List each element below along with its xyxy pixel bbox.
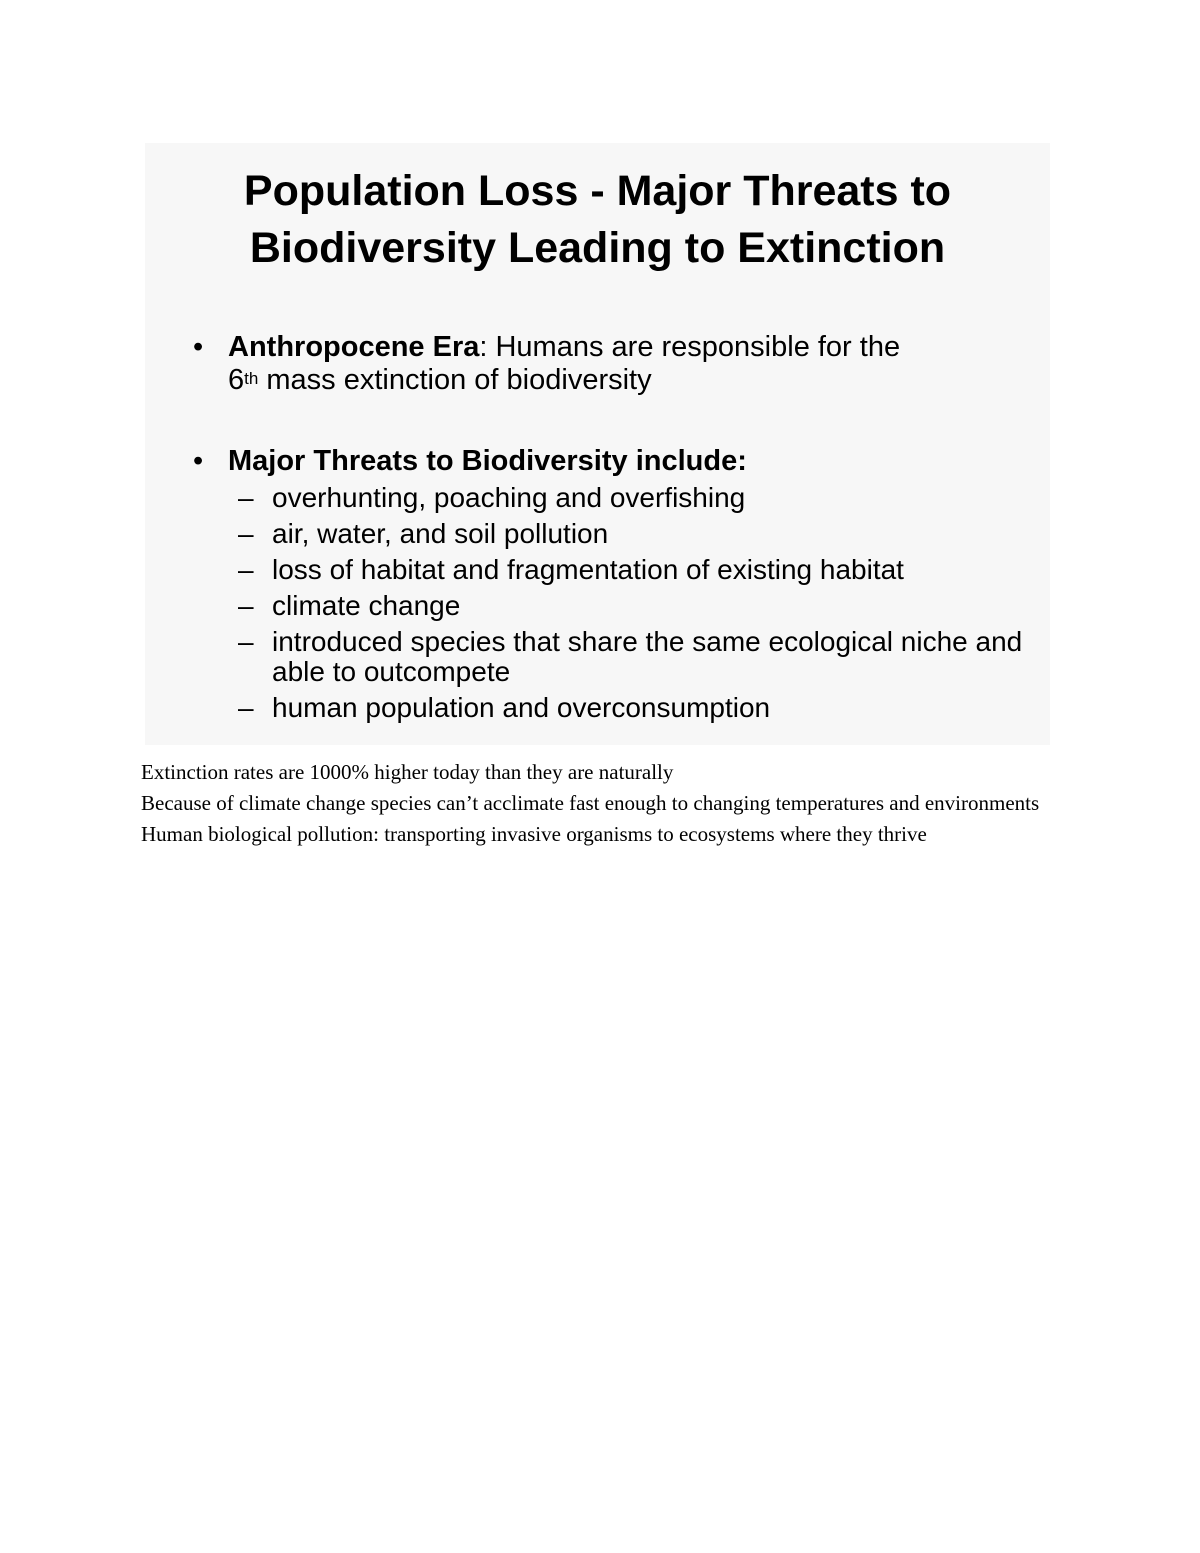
threat-text: introduced species that share the same ecological niche and able to outcompete	[272, 626, 1023, 687]
bullet-dot: •	[193, 445, 204, 477]
dash-marker: –	[238, 482, 254, 513]
ordinal-superscript: th	[244, 369, 259, 388]
list-item	[145, 519, 1050, 549]
bullet-major-threats-text	[228, 445, 1043, 478]
dash-marker: –	[238, 554, 254, 585]
note-paragraph: Extinction rates are 1000% higher today than they are naturally	[141, 760, 674, 784]
notes-body	[141, 757, 1041, 850]
threat-text: human population and overconsumption	[272, 692, 771, 723]
note-paragraph: Because of climate change species can’t acclimate fast enough to changing temperatures and environments	[141, 791, 1040, 815]
bullet-anthropocene-text	[228, 331, 1043, 397]
note-paragraph: Human biological pollution: transporting invasive organisms to ecosystems where they thrive	[141, 822, 927, 846]
dash-marker: –	[238, 518, 254, 549]
dash-marker: –	[238, 590, 254, 621]
bullet-major-threats-heading: Major Threats to Biodiversity include:	[228, 445, 747, 477]
ordinal-number: 6	[228, 364, 245, 396]
list-item	[145, 693, 1050, 723]
list-item	[145, 627, 1050, 687]
bullet-anthropocene-definition: : Humans are responsible for the	[479, 331, 901, 363]
bullet-dot: •	[193, 331, 204, 363]
list-item	[145, 591, 1050, 621]
list-item	[145, 483, 1050, 513]
threat-text: climate change	[272, 590, 461, 621]
bullet-anthropocene-line-2: mass extinction of biodiversity	[258, 364, 652, 396]
bullet-anthropocene-term: Anthropocene Era	[228, 331, 480, 363]
threats-list	[145, 483, 1050, 729]
dash-marker: –	[238, 626, 254, 657]
dash-marker: –	[238, 692, 254, 723]
slide-title	[145, 163, 1050, 277]
threat-text: air, water, and soil pollution	[272, 518, 609, 549]
slide-title-line-1: Population Loss - Major Threats to	[243, 167, 952, 215]
threat-text: loss of habitat and fragmentation of existing habitat	[272, 554, 904, 585]
list-item	[145, 555, 1050, 585]
threat-text: overhunting, poaching and overfishing	[272, 482, 746, 513]
slide-image	[145, 143, 1050, 745]
slide-title-line-2: Biodiversity Leading to Extinction	[249, 224, 946, 272]
